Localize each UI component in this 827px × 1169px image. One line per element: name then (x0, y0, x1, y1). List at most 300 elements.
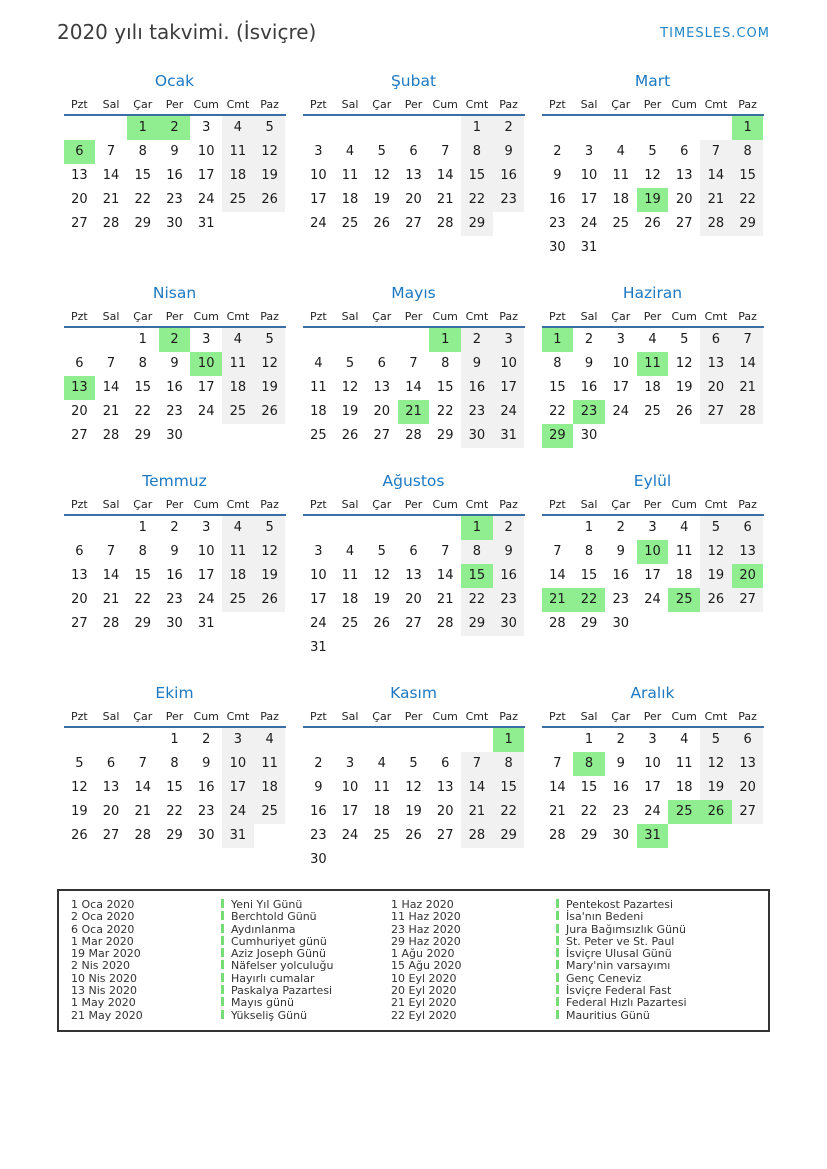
legend-date: 1 Haz 2020 (391, 898, 454, 911)
empty-cell (95, 516, 127, 540)
empty-cell (605, 116, 637, 140)
day-cell: 1 (127, 116, 159, 140)
weekday-header-row (303, 310, 525, 328)
day-cell: 17 (222, 776, 254, 800)
day-cell: 30 (197, 828, 215, 843)
holiday-tick-icon (556, 936, 559, 945)
day-cell: 29 (134, 616, 152, 631)
day-grid (303, 116, 525, 236)
day-cell: 28 (549, 828, 566, 843)
day-cell: 24 (644, 804, 661, 819)
legend-entry: Cumhuriyet günü (221, 936, 391, 948)
day-cell: 20 (732, 776, 764, 800)
day-cell: 21 (102, 592, 120, 607)
day-cell: 22 (134, 592, 152, 607)
weekday-label: Çar (611, 98, 631, 111)
day-cell: 2 (616, 732, 625, 747)
weekday-label: Çar (133, 98, 153, 111)
day-cell: 27 (405, 216, 422, 231)
weekday-label: Cum (432, 98, 458, 111)
empty-cell (64, 516, 96, 540)
empty-cell (542, 728, 574, 752)
day-grid (542, 516, 764, 636)
weekday-label: Pzt (548, 498, 566, 511)
day-cell: 14 (134, 780, 152, 795)
day-cell: 10 (644, 756, 661, 771)
month-title: Ağustos (382, 472, 445, 490)
day-cell: 13 (405, 168, 422, 183)
day-cell: 19 (373, 592, 391, 607)
legend-entry: Mayıs günü (221, 997, 391, 1009)
day-cell: 7 (732, 328, 764, 352)
legend-date: 11 Haz 2020 (391, 910, 461, 924)
empty-cell (493, 848, 525, 872)
day-cell: 6 (75, 356, 84, 371)
weekday-label: Cum (671, 98, 697, 111)
day-cell: 11 (341, 568, 359, 583)
day-cell: 26 (700, 588, 732, 612)
empty-cell (64, 116, 96, 140)
day-cell: 29 (493, 824, 525, 848)
day-cell: 18 (341, 592, 359, 607)
day-cell: 13 (405, 568, 422, 583)
day-cell: 10 (222, 752, 254, 776)
holiday-tick-icon (221, 911, 224, 920)
day-cell: 21 (436, 192, 454, 207)
empty-cell (700, 824, 732, 848)
day-grid (542, 728, 764, 848)
day-cell: 26 (675, 404, 693, 419)
day-cell: 19 (700, 776, 732, 800)
legend-date: 1 Mar 2020 (71, 934, 134, 948)
empty-cell (95, 728, 127, 752)
legend-date: 13 Nis 2020 (71, 984, 137, 998)
day-cell: 13 (71, 168, 88, 183)
day-cell: 24 (612, 404, 630, 419)
day-cell: 9 (493, 540, 525, 564)
empty-cell (398, 328, 430, 352)
holiday-tick-icon (556, 960, 559, 969)
legend-entry: Hayırlı cumalar (221, 973, 391, 985)
day-cell: 29 (461, 212, 493, 236)
day-cell: 9 (584, 356, 594, 371)
empty-cell (637, 236, 669, 260)
weekday-label: Cum (671, 310, 697, 323)
day-cell: 17 (310, 592, 327, 607)
day-cell: 14 (549, 780, 566, 795)
day-cell: 21 (549, 804, 566, 819)
holiday-tick-icon (221, 973, 224, 982)
day-cell: 6 (680, 144, 689, 159)
empty-cell (303, 328, 335, 352)
day-cell: 29 (436, 428, 454, 443)
empty-cell (573, 116, 605, 140)
empty-cell (605, 424, 637, 448)
day-cell: 8 (441, 356, 450, 371)
legend-entry: Aydınlanma (221, 924, 391, 936)
empty-cell (668, 116, 700, 140)
day-cell: 11 (310, 380, 327, 395)
empty-cell (398, 116, 430, 140)
empty-cell (334, 848, 366, 872)
day-grid (64, 728, 286, 848)
day-cell: 24 (197, 192, 215, 207)
day-cell: 13 (732, 752, 764, 776)
empty-cell (732, 424, 764, 448)
day-cell: 11 (612, 168, 630, 183)
legend-date: 23 Haz 2020 (391, 922, 461, 936)
day-cell: 7 (553, 756, 562, 771)
weekday-label: Paz (499, 498, 518, 511)
day-cell: 17 (580, 192, 598, 207)
legend-date: 1 Ağu 2020 (391, 947, 455, 961)
empty-cell (303, 116, 335, 140)
day-cell: 1 (461, 516, 493, 540)
day-cell: 16 (493, 164, 525, 188)
month-title: Haziran (622, 284, 683, 302)
weekday-label: Cmt (465, 310, 489, 323)
empty-cell (334, 116, 366, 140)
weekday-label: Pzt (548, 98, 566, 111)
day-cell: 4 (680, 520, 689, 535)
day-cell: 14 (436, 568, 454, 583)
day-cell: 27 (373, 428, 391, 443)
weekday-label: Cmt (465, 98, 489, 111)
weekday-header-row (303, 98, 525, 116)
day-cell: 9 (170, 144, 179, 159)
day-cell: 14 (102, 568, 120, 583)
empty-cell (254, 824, 286, 848)
day-cell: 15 (461, 164, 493, 188)
day-cell: 20 (71, 592, 88, 607)
holiday-tick-icon (556, 973, 559, 982)
weekday-label: Sal (102, 710, 120, 723)
day-cell: 1 (584, 520, 594, 535)
day-cell: 22 (461, 188, 493, 212)
empty-cell (732, 824, 764, 848)
day-cell: 16 (612, 568, 630, 583)
day-cell: 30 (549, 240, 566, 255)
day-cell: 23 (197, 804, 215, 819)
day-cell: 16 (461, 376, 493, 400)
weekday-label: Paz (260, 710, 279, 723)
day-cell: 26 (700, 800, 732, 824)
weekday-label: Per (404, 310, 423, 323)
day-cell: 24 (644, 592, 661, 607)
day-cell: 30 (612, 828, 630, 843)
weekday-label: Cum (671, 710, 697, 723)
legend-date: 10 Nis 2020 (71, 971, 137, 985)
day-cell: 4 (314, 356, 323, 371)
day-cell: 19 (254, 164, 286, 188)
day-cell: 13 (64, 376, 96, 400)
day-cell: 18 (310, 404, 327, 419)
day-cell: 3 (314, 544, 323, 559)
empty-cell (222, 424, 254, 448)
day-cell: 13 (373, 380, 391, 395)
weekday-label: Pzt (70, 710, 88, 723)
day-cell: 23 (166, 404, 183, 419)
day-cell: 15 (461, 564, 493, 588)
weekday-label: Per (165, 710, 184, 723)
holiday-tick-icon (556, 948, 559, 957)
day-cell: 11 (675, 544, 693, 559)
empty-cell (493, 636, 525, 660)
weekday-label: Çar (372, 98, 392, 111)
day-cell: 20 (102, 804, 120, 819)
day-cell: 22 (134, 404, 152, 419)
empty-cell (429, 116, 461, 140)
day-cell: 25 (668, 800, 700, 824)
day-cell: 2 (461, 328, 493, 352)
holiday-tick-icon (221, 997, 224, 1006)
weekday-label: Sal (102, 98, 120, 111)
day-cell: 30 (580, 428, 598, 443)
month-2 (303, 72, 525, 236)
day-cell: 25 (222, 588, 254, 612)
weekday-label: Sal (580, 710, 598, 723)
day-cell: 30 (461, 424, 493, 448)
day-cell: 8 (573, 752, 605, 776)
day-cell: 14 (436, 168, 454, 183)
month-title: Eylül (633, 472, 672, 490)
day-cell: 20 (732, 564, 764, 588)
day-cell: 10 (341, 780, 359, 795)
day-cell: 21 (102, 192, 120, 207)
holiday-tick-icon (556, 924, 559, 933)
weekday-label: Cum (671, 498, 697, 511)
day-cell: 29 (580, 616, 598, 631)
day-cell: 8 (461, 140, 493, 164)
holiday-tick-icon (221, 936, 224, 945)
weekday-label: Paz (738, 98, 757, 111)
day-cell: 17 (197, 568, 215, 583)
empty-cell (668, 424, 700, 448)
day-cell: 12 (700, 540, 732, 564)
day-cell: 21 (542, 588, 574, 612)
weekday-label: Cmt (465, 710, 489, 723)
day-cell: 30 (166, 428, 183, 443)
weekday-label: Sal (580, 498, 598, 511)
day-cell: 25 (341, 616, 359, 631)
weekday-label: Sal (341, 98, 359, 111)
day-cell: 28 (700, 212, 732, 236)
month-9 (542, 472, 764, 636)
day-cell: 23 (573, 400, 605, 424)
day-cell: 22 (580, 804, 598, 819)
weekday-label: Cmt (704, 710, 728, 723)
day-cell: 12 (675, 356, 693, 371)
empty-cell (366, 636, 398, 660)
weekday-label: Sal (102, 310, 120, 323)
weekday-label: Sal (341, 310, 359, 323)
day-cell: 19 (254, 564, 286, 588)
weekday-label: Cmt (226, 710, 250, 723)
holiday-tick-icon (221, 1010, 224, 1019)
day-cell: 4 (377, 756, 386, 771)
day-cell: 8 (138, 356, 147, 371)
day-cell: 29 (461, 612, 493, 636)
empty-cell (64, 728, 96, 752)
day-cell: 3 (345, 756, 355, 771)
empty-cell (127, 728, 159, 752)
day-cell: 26 (71, 828, 88, 843)
day-cell: 16 (493, 564, 525, 588)
day-cell: 18 (341, 192, 359, 207)
weekday-label: Paz (260, 498, 279, 511)
day-cell: 8 (732, 140, 764, 164)
day-cell: 20 (700, 376, 732, 400)
day-cell: 6 (700, 328, 732, 352)
month-6 (542, 284, 764, 448)
day-cell: 17 (493, 376, 525, 400)
day-cell: 2 (170, 520, 179, 535)
weekday-header-row (303, 710, 525, 728)
day-cell: 25 (222, 188, 254, 212)
day-cell: 15 (549, 380, 566, 395)
day-cell: 9 (170, 356, 179, 371)
site-link[interactable]: TIMESLES.COM (660, 26, 770, 41)
day-cell: 2 (616, 520, 625, 535)
month-title: Mayıs (391, 284, 436, 302)
day-cell: 21 (461, 800, 493, 824)
day-cell: 21 (700, 188, 732, 212)
empty-cell (95, 328, 127, 352)
holiday-tick-icon (221, 899, 224, 908)
day-cell: 8 (461, 540, 493, 564)
day-cell: 5 (377, 544, 386, 559)
day-cell: 8 (138, 544, 147, 559)
day-cell: 31 (580, 240, 598, 255)
day-cell: 19 (341, 404, 359, 419)
day-cell: 3 (616, 332, 625, 347)
day-cell: 27 (71, 428, 88, 443)
empty-cell (700, 236, 732, 260)
day-cell: 15 (134, 568, 152, 583)
day-cell: 28 (102, 216, 120, 231)
day-cell: 12 (341, 380, 359, 395)
day-cell: 27 (700, 400, 732, 424)
day-cell: 4 (616, 144, 625, 159)
day-cell: 5 (75, 756, 84, 771)
month-3 (542, 72, 764, 260)
day-cell: 25 (644, 404, 661, 419)
day-cell: 19 (675, 380, 693, 395)
empty-cell (732, 612, 764, 636)
day-cell: 20 (436, 804, 454, 819)
weekday-label: Sal (580, 98, 598, 111)
empty-cell (366, 848, 398, 872)
month-title: Temmuz (142, 472, 207, 490)
day-cell: 2 (553, 144, 562, 159)
legend-date: 29 Haz 2020 (391, 934, 461, 948)
month-title: Nisan (152, 284, 197, 302)
weekday-label: Paz (738, 310, 757, 323)
weekday-label: Cum (432, 310, 458, 323)
day-cell: 28 (102, 616, 120, 631)
day-cell: 1 (138, 520, 147, 535)
holiday-tick-icon (221, 948, 224, 957)
holiday-tick-icon (556, 997, 559, 1006)
day-cell: 2 (584, 332, 594, 347)
weekday-label: Sal (341, 498, 359, 511)
legend-entry: Aziz Joseph Günü (221, 948, 391, 960)
day-cell: 26 (254, 188, 286, 212)
day-cell: 3 (222, 728, 254, 752)
day-cell: 27 (675, 216, 693, 231)
day-cell: 3 (584, 144, 594, 159)
weekday-label: Per (643, 498, 662, 511)
weekday-label: Çar (372, 710, 392, 723)
day-cell: 20 (405, 192, 422, 207)
month-title: Aralık (630, 684, 675, 702)
day-cell: 31 (637, 824, 669, 848)
weekday-label: Çar (611, 710, 631, 723)
day-cell: 1 (542, 328, 574, 352)
empty-cell (303, 516, 335, 540)
day-cell: 15 (166, 780, 183, 795)
day-cell: 5 (700, 516, 732, 540)
day-cell: 4 (648, 332, 657, 347)
day-cell: 14 (732, 352, 764, 376)
day-cell: 10 (310, 168, 327, 183)
empty-cell (190, 424, 222, 448)
weekday-label: Pzt (548, 310, 566, 323)
empty-cell (637, 612, 669, 636)
day-cell: 15 (732, 164, 764, 188)
legend-entry: Jura Bağımsızlık Günü (556, 924, 768, 936)
empty-cell (334, 636, 366, 660)
month-12 (542, 684, 764, 848)
day-cell: 30 (166, 216, 183, 231)
day-cell: 14 (549, 568, 566, 583)
day-cell: 5 (254, 328, 286, 352)
month-4 (64, 284, 286, 448)
day-cell: 15 (134, 168, 152, 183)
day-cell: 26 (373, 216, 391, 231)
day-cell: 26 (254, 400, 286, 424)
weekday-label: Sal (580, 310, 598, 323)
day-cell: 26 (254, 588, 286, 612)
day-cell: 10 (580, 168, 598, 183)
empty-cell (700, 612, 732, 636)
empty-cell (637, 424, 669, 448)
day-cell: 9 (616, 756, 625, 771)
day-cell: 7 (553, 544, 562, 559)
empty-cell (334, 328, 366, 352)
day-cell: 25 (341, 216, 359, 231)
legend-entry: Berchtold Günü (221, 911, 391, 923)
empty-cell (668, 612, 700, 636)
day-cell: 18 (644, 380, 661, 395)
legend-entry: Yükseliş Günü (221, 1010, 391, 1022)
month-10 (64, 684, 286, 848)
day-cell: 9 (616, 544, 625, 559)
weekday-label: Çar (372, 310, 392, 323)
empty-cell (398, 728, 430, 752)
empty-cell (429, 516, 461, 540)
weekday-header-row (542, 98, 764, 116)
legend-entry: İsa'nın Bedeni (556, 911, 768, 923)
weekday-label: Cum (193, 98, 219, 111)
day-cell: 22 (493, 800, 525, 824)
day-cell: 18 (675, 568, 693, 583)
day-cell: 7 (441, 544, 450, 559)
day-cell: 6 (441, 756, 450, 771)
day-cell: 28 (102, 428, 120, 443)
day-grid (303, 516, 525, 660)
day-cell: 27 (71, 216, 88, 231)
